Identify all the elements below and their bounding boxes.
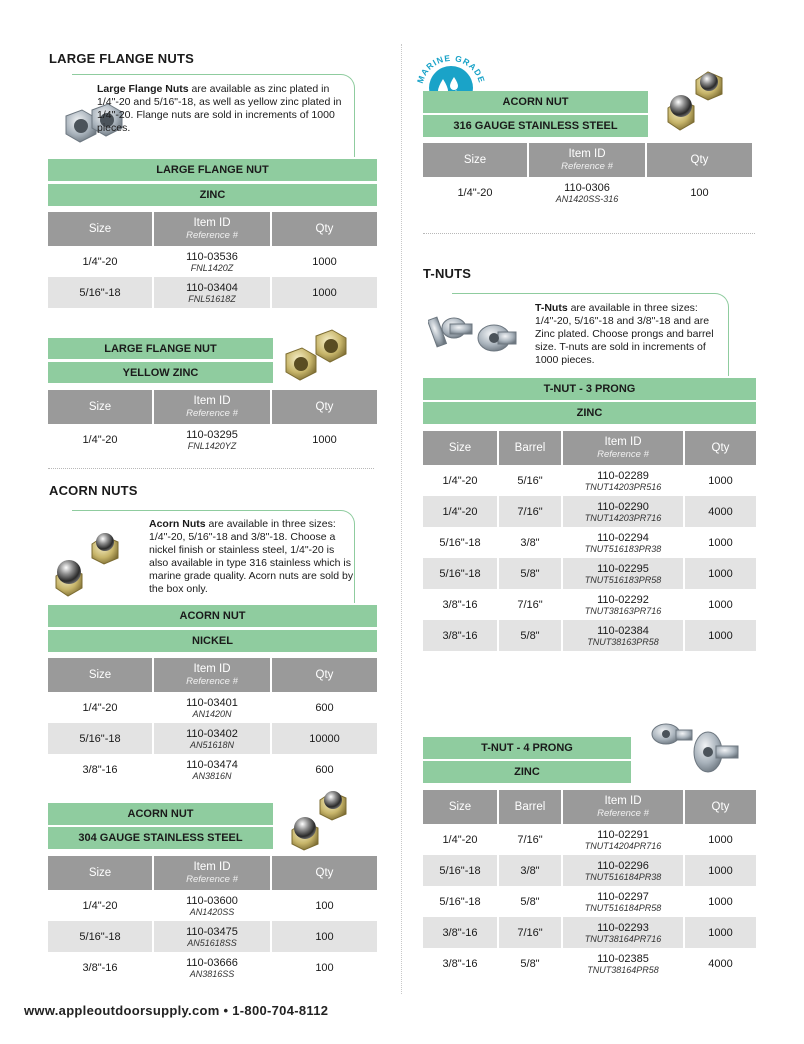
table-header-row	[423, 143, 752, 177]
item-id-cell: 110-03666 AN3816SS	[153, 952, 271, 983]
qty-cell: 100	[315, 899, 334, 912]
barrel-cell: 7/16"	[498, 824, 562, 855]
acorn-nickel-header-finish: NICKEL	[48, 630, 377, 652]
marine-grade-label: MARINE GRADE	[414, 52, 488, 85]
qty-cell: 600	[315, 763, 334, 776]
barrel-cell: 5/8"	[498, 620, 562, 651]
item-id-cell: 110-03536 FNL1420Z	[153, 246, 271, 277]
table-row	[423, 527, 756, 558]
col-qty: Qty	[271, 658, 377, 692]
item-id-cell: 110-03402 AN51618N	[153, 723, 271, 754]
col-qty: Qty	[271, 212, 377, 246]
flange-nut-yellow-icon	[282, 326, 362, 386]
col-size: Size	[423, 143, 528, 177]
table-row	[423, 620, 756, 651]
acorn-316-header-product: ACORN NUT	[423, 91, 648, 113]
table-row	[423, 917, 756, 948]
barrel-cell: 5/8"	[498, 886, 562, 917]
item-id-cell: 110-02295 TNUT516183PR58	[562, 558, 684, 589]
size-cell: 3/8"-16	[423, 620, 498, 651]
table-row	[423, 589, 756, 620]
size-cell: 5/16"-18	[48, 723, 153, 754]
acorn-316-table	[423, 143, 752, 208]
section-divider	[48, 468, 374, 469]
flange-yellow-table	[48, 390, 377, 455]
acorn-nut-316-icon	[660, 70, 738, 138]
acorn-304-header-product: ACORN NUT	[48, 803, 273, 825]
size-cell: 5/16"-18	[423, 527, 498, 558]
size-cell: 1/4"-20	[48, 424, 153, 455]
item-id-cell: 110-02292 TNUT38163PR716	[562, 589, 684, 620]
acorn-description: Acorn Nuts are available in three sizes: 1/4"-20, 5/16"-18 and 3/8"-18. Choose a nickel finish or stainless steel, 1/4"-20 is also available in type 316 stainless which is marine grade quality. Acorn nuts are sold by the box only.	[149, 518, 354, 595]
col-barrel: Barrel	[498, 431, 562, 465]
barrel-cell: 7/16"	[498, 917, 562, 948]
size-cell: 3/8"-16	[48, 952, 153, 983]
size-cell: 5/16"-18	[423, 558, 498, 589]
acorn-316-header-finish: 316 GAUGE STAINLESS STEEL	[423, 115, 648, 137]
col-qty: Qty	[684, 790, 756, 824]
qty-cell: 1000	[708, 474, 733, 487]
t-nuts-title: T-NUTS	[423, 266, 472, 281]
qty-cell: 1000	[684, 917, 756, 948]
col-qty: Qty	[271, 390, 377, 424]
size-cell: 3/8"-16	[423, 589, 498, 620]
col-item-id: Item ID Reference #	[153, 212, 271, 246]
size-cell: 1/4"-20	[423, 465, 498, 496]
item-id-cell: 110-03600 AN1420SS	[153, 890, 271, 921]
t-nut-4-prong-icon	[646, 718, 746, 782]
acorn-304-table	[48, 856, 377, 983]
item-id-cell: 110-02297 TNUT516184PR58	[562, 886, 684, 917]
size-cell: 1/4"-20	[423, 824, 498, 855]
qty-cell: 1000	[708, 536, 733, 549]
t-nuts-description: T-Nuts are available in three sizes: 1/4"-20, 5/16"-18 and 3/8"-18 and are Zinc plated. Choose prongs and barrel size. T-nuts are sold in increments of 1000 pieces.	[535, 302, 714, 366]
item-id-cell: 110-0306 AN1420SS-316	[528, 177, 646, 208]
col-item-id: Item ID Reference #	[153, 658, 271, 692]
barrel-cell: 5/8"	[498, 558, 562, 589]
item-id-cell: 110-03404 FNL51618Z	[153, 277, 271, 308]
item-id-cell: 110-03401 AN1420N	[153, 692, 271, 723]
item-id-cell: 110-02290 TNUT14203PR716	[562, 496, 684, 527]
item-id-cell: 110-02289 TNUT14203PR516	[562, 465, 684, 496]
table-row	[48, 921, 377, 952]
table-row	[423, 886, 756, 917]
table-row	[423, 855, 756, 886]
section-divider	[423, 233, 755, 234]
size-cell: 5/16"-18	[423, 886, 498, 917]
barrel-cell: 5/8"	[498, 948, 562, 979]
item-id-cell: 110-02296 TNUT516184PR38	[562, 855, 684, 886]
qty-cell: 1000	[708, 598, 733, 611]
barrel-cell: 3/8"	[498, 855, 562, 886]
table-header-row	[423, 431, 756, 465]
qty-cell: 100	[690, 186, 709, 199]
col-size: Size	[48, 856, 153, 890]
qty-cell: 4000	[684, 496, 756, 527]
table-header-row	[48, 658, 377, 692]
col-size: Size	[423, 790, 498, 824]
flange-yellow-header-product: LARGE FLANGE NUT	[48, 338, 273, 359]
qty-cell: 4000	[708, 957, 733, 970]
flange-zinc-table	[48, 212, 377, 308]
table-header-row	[48, 390, 377, 424]
tnut4-header-product: T-NUT - 4 PRONG	[423, 737, 631, 759]
item-id-cell: 110-03295 FNL1420YZ	[153, 424, 271, 455]
acorn-nickel-header-product: ACORN NUT	[48, 605, 377, 627]
table-row	[48, 692, 377, 723]
size-cell: 1/4"-20	[423, 177, 528, 208]
col-qty: Qty	[684, 431, 756, 465]
qty-cell: 100	[315, 961, 334, 974]
acorn-nuts-title: ACORN NUTS	[49, 483, 138, 498]
col-size: Size	[48, 658, 153, 692]
table-header-row	[48, 212, 377, 246]
table-header-row	[48, 856, 377, 890]
acorn-nut-stainless-icon	[286, 786, 364, 852]
table-header-row	[423, 790, 756, 824]
col-qty: Qty	[646, 143, 752, 177]
barrel-cell: 7/16"	[498, 589, 562, 620]
qty-cell: 1000	[312, 433, 337, 446]
size-cell: 1/4"-20	[423, 496, 498, 527]
barrel-cell: 7/16"	[498, 496, 562, 527]
size-cell: 3/8"-16	[48, 754, 153, 785]
col-qty: Qty	[271, 856, 377, 890]
size-cell: 5/16"-18	[423, 855, 498, 886]
acorn-304-header-finish: 304 GAUGE STAINLESS STEEL	[48, 827, 273, 849]
flange-zinc-header-product: LARGE FLANGE NUT	[48, 159, 377, 181]
table-row	[423, 496, 756, 527]
col-size: Size	[423, 431, 498, 465]
table-row	[48, 246, 377, 277]
barrel-cell: 3/8"	[498, 527, 562, 558]
col-size: Size	[48, 390, 153, 424]
qty-cell: 1000	[312, 255, 337, 268]
col-item-id: Item ID Reference #	[528, 143, 646, 177]
qty-cell: 100	[271, 921, 377, 952]
item-id-cell: 110-02385 TNUT38164PR58	[562, 948, 684, 979]
table-row	[423, 177, 752, 208]
size-cell: 5/16"-18	[48, 921, 153, 952]
footer-contact: www.appleoutdoorsupply.com • 1-800-704-8112	[24, 1003, 329, 1018]
table-row	[423, 948, 756, 979]
tnut4-header-finish: ZINC	[423, 761, 631, 783]
item-id-cell: 110-02294 TNUT516183PR38	[562, 527, 684, 558]
tnut3-header-product: T-NUT - 3 PRONG	[423, 378, 756, 400]
qty-cell: 1000	[708, 833, 733, 846]
barrel-cell: 5/16"	[498, 465, 562, 496]
size-cell: 1/4"-20	[48, 246, 153, 277]
table-row	[48, 890, 377, 921]
table-row	[48, 952, 377, 983]
flange-yellow-header-finish: YELLOW ZINC	[48, 362, 273, 383]
tnut3-table	[423, 431, 756, 651]
acorn-nickel-table	[48, 658, 377, 785]
item-id-cell: 110-03474 AN3816N	[153, 754, 271, 785]
col-item-id: Item ID Reference #	[153, 856, 271, 890]
table-row	[423, 465, 756, 496]
qty-cell: 10000	[271, 723, 377, 754]
qty-cell: 1000	[684, 855, 756, 886]
table-row	[48, 277, 377, 308]
large-flange-title: LARGE FLANGE NUTS	[49, 51, 194, 66]
column-divider	[401, 44, 402, 994]
col-item-id: Item ID Reference #	[153, 390, 271, 424]
t-nut-icon	[428, 308, 520, 368]
acorn-nut-nickel-icon	[52, 522, 142, 602]
flange-zinc-header-finish: ZINC	[48, 184, 377, 206]
size-cell: 1/4"-20	[48, 692, 153, 723]
qty-cell: 600	[315, 701, 334, 714]
item-id-cell: 110-02384 TNUT38163PR58	[562, 620, 684, 651]
qty-cell: 1000	[684, 558, 756, 589]
item-id-cell: 110-02291 TNUT14204PR716	[562, 824, 684, 855]
item-id-cell: 110-03475 AN51618SS	[153, 921, 271, 952]
table-row	[48, 754, 377, 785]
qty-cell: 1000	[684, 620, 756, 651]
col-item-id: Item ID Reference #	[562, 790, 684, 824]
table-row	[48, 424, 377, 455]
table-row	[423, 824, 756, 855]
item-id-cell: 110-02293 TNUT38164PR716	[562, 917, 684, 948]
qty-cell: 1000	[271, 277, 377, 308]
table-row	[423, 558, 756, 589]
qty-cell: 1000	[708, 895, 733, 908]
col-size: Size	[48, 212, 153, 246]
col-barrel: Barrel	[498, 790, 562, 824]
tnut3-header-finish: ZINC	[423, 402, 756, 424]
size-cell: 5/16"-18	[48, 277, 153, 308]
large-flange-description: Large Flange Nuts are available as zinc plated in 1/4"-20 and 5/16"-18, as well as yellow zinc plated in 1/4"-20. Flange nuts are sold in increments of 1000 pieces.	[97, 83, 342, 134]
col-item-id: Item ID Reference #	[562, 431, 684, 465]
size-cell: 1/4"-20	[48, 890, 153, 921]
table-row	[48, 723, 377, 754]
size-cell: 3/8"-16	[423, 948, 498, 979]
size-cell: 3/8"-16	[423, 917, 498, 948]
tnut4-table	[423, 790, 756, 979]
